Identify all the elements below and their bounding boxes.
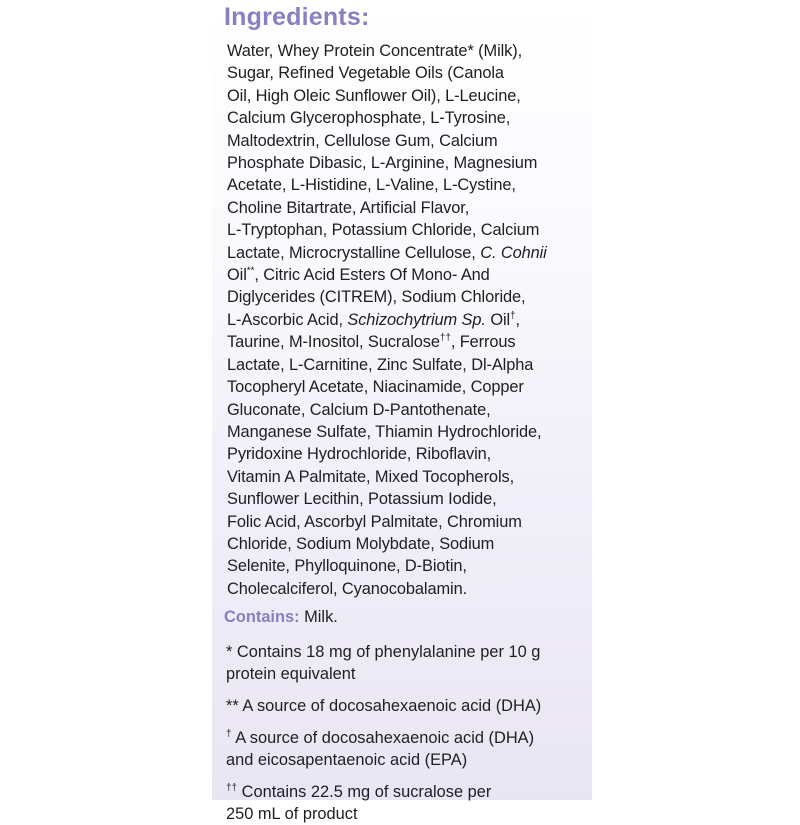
- ingredients-line: Lactate, L-Carnitine, Zinc Sulfate, Dl-Alpha: [227, 355, 534, 374]
- ingredients-line: [227, 264, 584, 286]
- footnote-marker: †: [226, 728, 232, 740]
- ingredients-line: Folic Acid, Ascorbyl Palmitate, Chromium: [227, 512, 522, 531]
- ingredients-line: Pyridoxine Hydrochloride, Riboflavin,: [227, 445, 492, 464]
- ingredients-line: Diglycerides (CITREM), Sodium Chloride,: [227, 288, 526, 307]
- ingredients-line: [227, 331, 584, 353]
- ingredients-line: [227, 309, 584, 331]
- ingredient-text: Oil: [485, 310, 511, 329]
- ingredients-line: Phosphate Dibasic, L-Arginine, Magnesium: [227, 154, 538, 173]
- ingredient-italic-name: Schizochytrium Sp.: [347, 310, 486, 329]
- ingredients-line: Choline Bitartrate, Artificial Flavor,: [227, 198, 470, 217]
- ingredients-line: Tocopheryl Acetate, Niacinamide, Copper: [227, 378, 524, 397]
- footnote-line: * Contains 18 mg of phenylalanine per 10 g: [226, 643, 541, 662]
- footnote-line: ** A source of docosahexaenoic acid (DHA): [226, 697, 542, 716]
- footnote-phenylalanine: [226, 641, 584, 685]
- footnote-line: and eicosapentaenoic acid (EPA): [226, 751, 468, 770]
- contains-label: Contains:: [224, 608, 300, 627]
- footnote-marker: †: [510, 310, 516, 322]
- ingredients-line: Water, Whey Protein Concentrate* (Milk),: [227, 42, 523, 60]
- footnote-line: protein equivalent: [226, 665, 356, 684]
- ingredient-text: Oil: [227, 266, 247, 285]
- ingredient-text: Taurine, M-Inositol, Sucralose: [227, 333, 440, 352]
- ingredients-line: Selenite, Phylloquinone, D-Biotin,: [227, 557, 467, 576]
- ingredients-list: [227, 40, 584, 600]
- ingredients-line: Gluconate, Calcium D-Pantothenate,: [227, 400, 491, 419]
- allergen-statement: [224, 606, 584, 628]
- ingredients-line: Cholecalciferol, Cyanocobalamin.: [227, 579, 468, 598]
- ingredient-text: , Citric Acid Esters Of Mono- And: [254, 266, 490, 285]
- footnote-line: 250 mL of product: [226, 805, 358, 824]
- ingredients-heading: Ingredients:: [224, 3, 370, 31]
- footnote-marker: **: [246, 265, 255, 277]
- footnote-marker: ††: [439, 332, 451, 344]
- ingredients-line: [227, 242, 584, 264]
- footnote-text: Contains 22.5 mg of sucralose per: [237, 783, 492, 802]
- footnote-line: [226, 781, 584, 803]
- ingredients-line: Sunflower Lecithin, Potassium Iodide,: [227, 490, 497, 509]
- ingredient-italic-name: C. Cohnii: [480, 243, 547, 262]
- ingredients-line: Acetate, L-Histidine, L-Valine, L-Cystine,: [227, 176, 516, 195]
- footnote-marker: ††: [226, 782, 238, 794]
- contains-value: Milk.: [299, 608, 338, 627]
- ingredient-text: L-Ascorbic Acid,: [227, 310, 348, 329]
- ingredients-line: Maltodextrin, Cellulose Gum, Calcium: [227, 131, 498, 150]
- ingredient-text: , Ferrous: [450, 333, 516, 352]
- ingredients-line: Sugar, Refined Vegetable Oils (Canola: [227, 64, 504, 83]
- ingredients-line: Vitamin A Palmitate, Mixed Tocopherols,: [227, 467, 515, 486]
- footnote-sucralose: [226, 781, 584, 825]
- footnote-text: A source of docosahexaenoic acid (DHA): [231, 729, 535, 748]
- ingredients-panel: [224, 2, 584, 825]
- ingredients-line: Oil, High Oleic Sunflower Oil), L-Leucine,: [227, 86, 521, 105]
- footnote-line: [226, 727, 584, 749]
- ingredients-line: Calcium Glycerophosphate, L-Tyrosine,: [227, 109, 511, 128]
- ingredients-line: Chloride, Sodium Molybdate, Sodium: [227, 534, 495, 553]
- ingredient-text: ,: [515, 310, 520, 329]
- footnote-dha-epa: [226, 727, 584, 771]
- ingredients-line: Manganese Sulfate, Thiamin Hydrochloride,: [227, 422, 542, 441]
- ingredients-line: L-Tryptophan, Potassium Chloride, Calcium: [227, 221, 540, 240]
- ingredient-text: Lactate, Microcrystalline Cellulose,: [227, 243, 481, 262]
- footnote-dha: [226, 695, 584, 717]
